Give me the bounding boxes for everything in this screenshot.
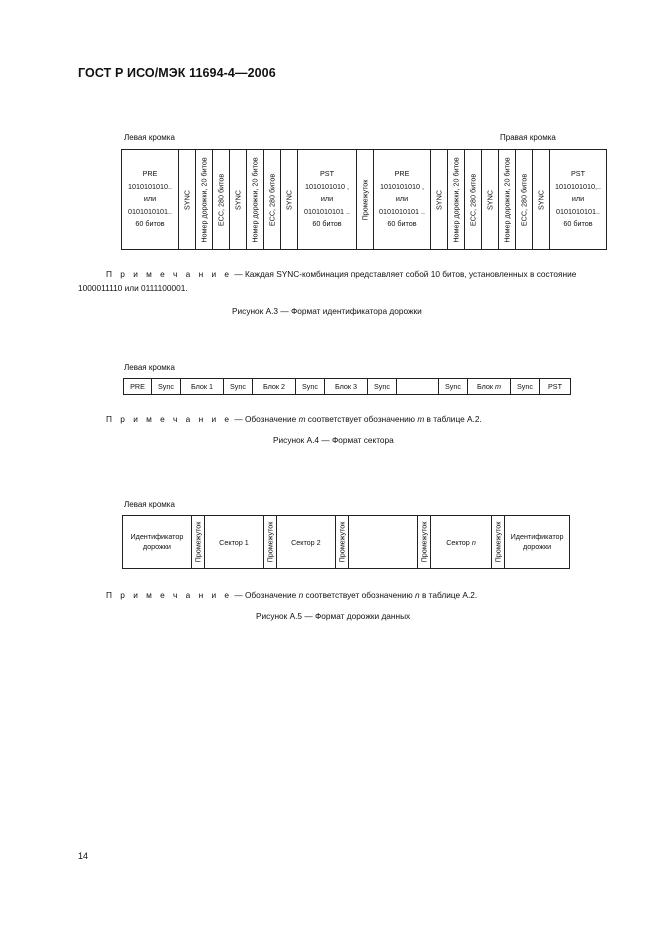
fig3-track-number-cell: Номер дорожки, 20 битов: [196, 150, 213, 250]
fig5-gap-cell: Промежуток: [417, 516, 430, 569]
fig3-caption: Рисунок А.3 — Формат идентификатора дорожки: [232, 306, 422, 316]
fig3-left-edge-label: Левая кромка: [124, 133, 175, 142]
fig3-ecc-cell: ECC, 280 битов: [516, 150, 533, 250]
fig3-track-number-cell: Номер дорожки, 20 битов: [448, 150, 465, 250]
fig5-gap-cell: Промежуток: [191, 516, 204, 569]
fig3-ecc-cell: ECC, 280 битов: [264, 150, 281, 250]
fig4-cell: PST: [540, 379, 571, 395]
fig5-sector2-cell: Сектор 2: [277, 516, 336, 569]
fig5-sector1-cell: Сектор 1: [205, 516, 264, 569]
fig4-cell: Sync: [152, 379, 181, 395]
fig3-track-id-diagram: [121, 149, 607, 250]
fig4-note: П р и м е ч а н и е — Обозначение m соответствует обозначению m в таблице А.2.: [106, 414, 482, 424]
fig3-ecc-cell: ECC, 280 битов: [213, 150, 230, 250]
fig3-right-edge-label: Правая кромка: [500, 133, 556, 142]
document-header: ГОСТ Р ИСО/МЭК 11694-4—2006: [78, 66, 276, 80]
fig5-note-text: — Обозначение n соответствует обозначению n в таблице А.2.: [232, 590, 478, 600]
fig3-pst2-cell: PST 1010101010,.. или 0101010101.. 60 битов: [550, 150, 607, 250]
fig4-cell: Sync: [224, 379, 253, 395]
fig3-sync-cell: SYNC: [179, 150, 196, 250]
fig3-pst-cell: PST 1010101010 , или 0101010101 .. 60 битов: [298, 150, 357, 250]
fig3-pre2-cell: PRE 1010101010 , или 0101010101 .. 60 битов: [374, 150, 431, 250]
fig4-cell: Блок m: [468, 379, 511, 395]
fig5-gap-cell: Промежуток: [491, 516, 504, 569]
fig5-gap-cell: Промежуток: [263, 516, 276, 569]
fig3-sync-cell: SYNC: [533, 150, 550, 250]
fig4-left-edge-label: Левая кромка: [124, 363, 175, 372]
fig3-pre-cell: PRE 1010101010.. или 0101010101.. 60 битов: [122, 150, 179, 250]
fig4-cell: Блок 3: [325, 379, 368, 395]
page-number: 14: [78, 851, 89, 861]
fig5-data-track-diagram: [122, 515, 570, 569]
fig5-sectorn-cell: Сектор n: [431, 516, 492, 569]
fig5-track-id-cell: Идентификатор дорожки: [505, 516, 570, 569]
fig4-cell: Блок 1: [181, 379, 224, 395]
fig5-track-id-cell: Идентификатор дорожки: [123, 516, 192, 569]
fig5-left-edge-label: Левая кромка: [124, 500, 175, 509]
fig4-note-text: — Обозначение m соответствует обозначению m в таблице А.2.: [232, 414, 482, 424]
fig5-empty-cell: [349, 516, 418, 569]
fig4-cell: Блок 2: [253, 379, 296, 395]
fig3-track-number-cell: Номер дорожки, 20 битов: [247, 150, 264, 250]
fig4-cell: Sync: [439, 379, 468, 395]
fig4-cell: Sync: [368, 379, 397, 395]
fig3-sync-cell: SYNC: [482, 150, 499, 250]
fig4-cell: Sync: [511, 379, 540, 395]
fig5-caption: Рисунок А.5 — Формат дорожки данных: [256, 611, 411, 621]
fig3-sync-cell: SYNC: [230, 150, 247, 250]
fig4-cell: [397, 379, 439, 395]
fig3-track-number-cell: Номер дорожки, 20 битов: [499, 150, 516, 250]
fig4-caption: Рисунок А.4 — Формат сектора: [273, 435, 394, 445]
fig4-cell: PRE: [124, 379, 152, 395]
fig4-sector-diagram: [123, 378, 571, 395]
fig4-cell: Sync: [296, 379, 325, 395]
fig4-sector-row: [124, 379, 571, 395]
fig3-note: П р и м е ч а н и е — Каждая SYNC-комбинация представляет собой 10 битов, установленных в состояние 1000011110 или 0111100001.: [78, 269, 577, 293]
fig3-sync-cell: SYNC: [281, 150, 298, 250]
fig5-note: П р и м е ч а н и е — Обозначение n соответствует обозначению n в таблице А.2.: [106, 590, 478, 600]
fig3-sync-cell: SYNC: [431, 150, 448, 250]
fig3-ecc-cell: ECC, 280 битов: [465, 150, 482, 250]
fig3-gap-cell: Промежуток: [357, 150, 374, 250]
fig5-gap-cell: Промежуток: [335, 516, 348, 569]
